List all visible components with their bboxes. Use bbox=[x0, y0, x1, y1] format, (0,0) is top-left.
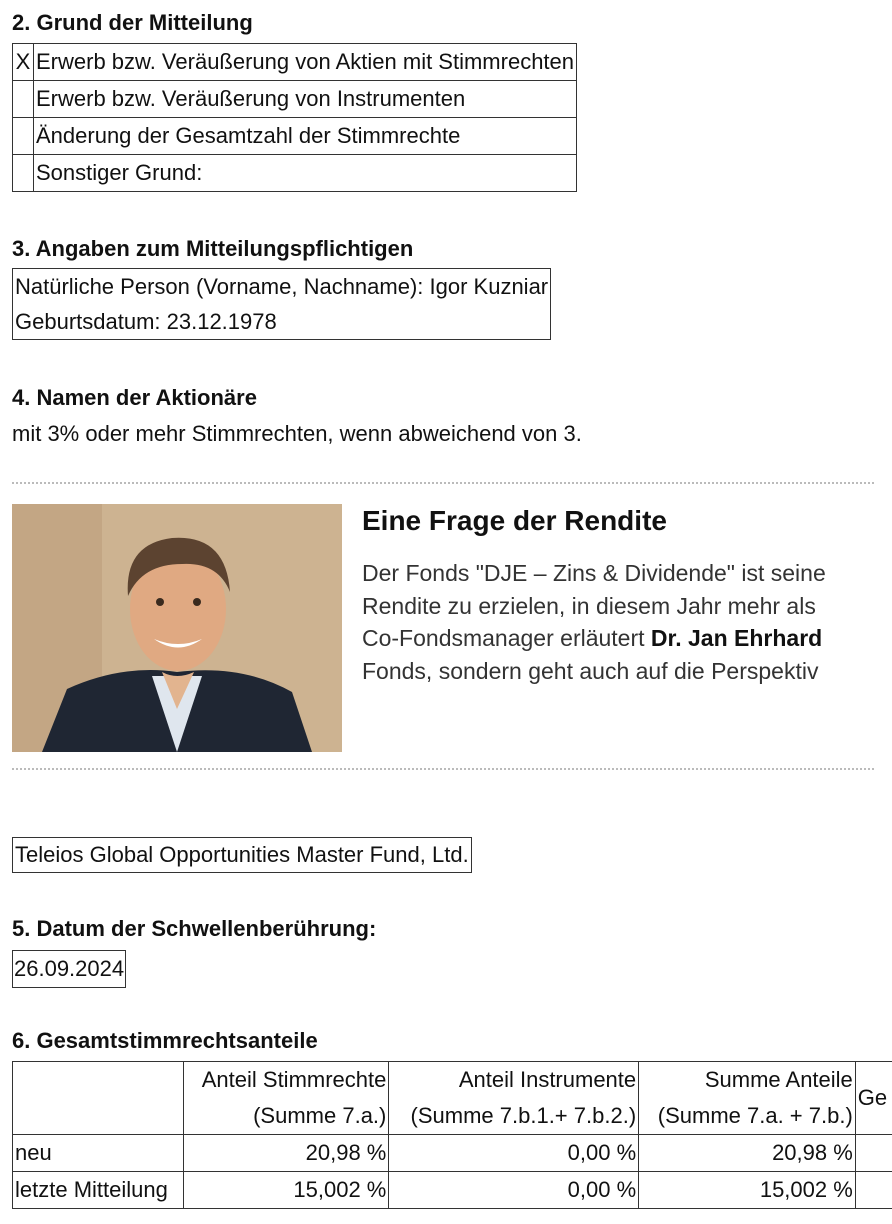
reason-label: Erwerb bzw. Veräußerung von Aktien mit Stimmrechten bbox=[34, 44, 577, 81]
cell-value-truncated bbox=[855, 1172, 892, 1209]
reason-row bbox=[13, 44, 577, 81]
ad-author: Dr. Jan Ehrhard bbox=[650, 625, 823, 651]
ad-text-line: Der Fonds "DJE – Zins & Dividende" ist seine bbox=[362, 560, 826, 586]
ad-divider-bottom bbox=[12, 768, 874, 770]
col-header: Anteil Instrumente bbox=[389, 1062, 639, 1099]
cell-value-truncated bbox=[855, 1135, 892, 1172]
ad-text-segment: Co-Fondsmanager erläutert bbox=[362, 625, 651, 651]
col-header-sub: (Summe 7.a.) bbox=[184, 1098, 389, 1135]
col-header-sub: (Summe 7.b.1.+ 7.b.2.) bbox=[389, 1098, 639, 1135]
reason-label: Sonstiger Grund: bbox=[34, 155, 577, 192]
cell-value: 20,98 % bbox=[639, 1135, 856, 1172]
row-label: neu bbox=[13, 1135, 184, 1172]
col-header-truncated: Ge bbox=[855, 1062, 892, 1135]
cell-value: 20,98 % bbox=[184, 1135, 389, 1172]
reason-mark bbox=[13, 155, 34, 192]
reason-mark bbox=[13, 118, 34, 155]
cell-value: 15,002 % bbox=[639, 1172, 856, 1209]
reason-label: Erwerb bzw. Veräußerung von Instrumenten bbox=[34, 81, 577, 118]
ad-text-line: Rendite zu erzielen, in diesem Jahr mehr als bbox=[362, 592, 816, 619]
section-2-heading: 2. Grund der Mitteilung bbox=[12, 10, 253, 35]
table-header-empty bbox=[13, 1062, 184, 1135]
threshold-date: 26.09.2024 bbox=[12, 950, 126, 988]
ad-photo[interactable] bbox=[12, 504, 342, 752]
reason-mark bbox=[13, 81, 34, 118]
portrait-image bbox=[12, 504, 342, 752]
notifier-box bbox=[12, 268, 551, 340]
ad-divider-top bbox=[12, 482, 874, 484]
table-row bbox=[13, 1172, 892, 1209]
reason-row bbox=[13, 81, 577, 118]
cell-value: 0,00 % bbox=[389, 1172, 639, 1209]
section-4-heading: 4. Namen der Aktionäre bbox=[12, 385, 257, 410]
section-5-heading: 5. Datum der Schwellenberührung: bbox=[12, 916, 377, 941]
reason-table bbox=[12, 43, 577, 192]
section-6-heading: 6. Gesamtstimmrechtsanteile bbox=[12, 1028, 318, 1053]
notifier-birthdate: Geburtsdatum: 23.12.1978 bbox=[15, 309, 277, 334]
shareholder-box: Teleios Global Opportunities Master Fund, Ltd. bbox=[12, 837, 472, 873]
ad-text-line bbox=[362, 622, 882, 655]
notifier-name: Natürliche Person (Vorname, Nachname): Igor Kuzniar bbox=[15, 274, 549, 299]
ad-text[interactable] bbox=[362, 557, 882, 687]
col-header: Anteil Stimmrechte bbox=[184, 1062, 389, 1099]
section-4-subtext: mit 3% oder mehr Stimmrechten, wenn abweichend von 3. bbox=[12, 421, 582, 446]
reason-label: Änderung der Gesamtzahl der Stimmrechte bbox=[34, 118, 577, 155]
reason-mark: X bbox=[13, 44, 34, 81]
ad-text-line: Fonds, sondern geht auch auf die Perspektiv bbox=[362, 657, 819, 684]
ad-title[interactable]: Eine Frage der Rendite bbox=[362, 505, 667, 536]
table-header-row bbox=[13, 1062, 892, 1099]
voting-rights-table bbox=[12, 1061, 892, 1209]
section-3-heading: 3. Angaben zum Mitteilungspflichtigen bbox=[12, 236, 414, 261]
reason-row bbox=[13, 155, 577, 192]
cell-value: 0,00 % bbox=[389, 1135, 639, 1172]
table-row bbox=[13, 1135, 892, 1172]
cell-value: 15,002 % bbox=[184, 1172, 389, 1209]
col-header: Summe Anteile bbox=[639, 1062, 856, 1099]
col-header-sub: (Summe 7.a. + 7.b.) bbox=[639, 1098, 856, 1135]
row-label: letzte Mitteilung bbox=[13, 1172, 184, 1209]
reason-row bbox=[13, 118, 577, 155]
